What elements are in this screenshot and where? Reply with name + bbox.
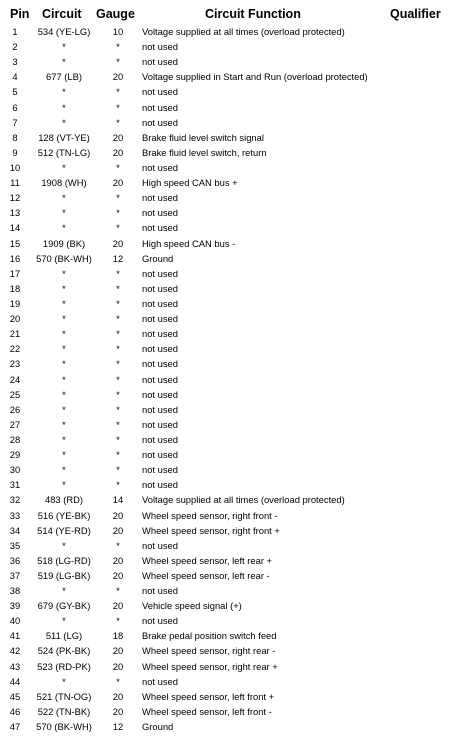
circuit-cell: *: [62, 222, 66, 234]
circuit-cell: *: [62, 343, 66, 355]
pin-cell: 43: [9, 660, 21, 672]
gauge-cell: *: [116, 222, 120, 234]
circuit-function-cell: not used: [142, 615, 178, 627]
gauge-cell: *: [116, 297, 120, 309]
pin-cell: 35: [9, 539, 21, 551]
circuit-function-cell: Wheel speed sensor, left front +: [142, 690, 275, 702]
gauge-cell: 20: [112, 237, 124, 249]
circuit-cell: *: [62, 41, 66, 53]
table-row: [0, 372, 453, 387]
table-row: [0, 326, 453, 341]
pin-cell: 3: [12, 56, 18, 68]
circuit-cell: *: [62, 358, 66, 370]
circuit-cell: *: [62, 86, 66, 98]
circuit-function-cell: not used: [142, 267, 178, 279]
pin-cell: 24: [9, 373, 21, 385]
circuit-cell: *: [62, 267, 66, 279]
circuit-function-cell: Brake pedal position switch feed: [142, 630, 277, 642]
pin-cell: 18: [9, 282, 21, 294]
table-row: [0, 583, 453, 598]
circuit-function-cell: not used: [142, 403, 178, 415]
gauge-cell: *: [116, 464, 120, 476]
circuit-function-cell: Wheel speed sensor, right rear -: [142, 645, 276, 657]
table-row: [0, 296, 453, 311]
pin-cell: 21: [9, 328, 21, 340]
circuit-cell: 483 (RD): [44, 494, 84, 506]
header-circuit-function: Circuit Function: [205, 7, 301, 21]
gauge-cell: 12: [112, 252, 124, 264]
table-row: [0, 160, 453, 175]
table-row: [0, 387, 453, 402]
table-row: [0, 704, 453, 719]
circuit-cell: 1909 (BK): [42, 237, 86, 249]
circuit-cell: *: [62, 418, 66, 430]
gauge-cell: *: [116, 267, 120, 279]
header-pin: Pin: [10, 7, 30, 21]
circuit-cell: 511 (LG): [45, 630, 83, 642]
pin-cell: 5: [12, 86, 18, 98]
circuit-function-cell: not used: [142, 116, 178, 128]
circuit-cell: *: [62, 479, 66, 491]
pin-cell: 4: [12, 71, 18, 83]
circuit-function-cell: not used: [142, 464, 178, 476]
gauge-cell: 20: [112, 524, 124, 536]
pin-cell: 36: [9, 554, 21, 566]
table-row: [0, 659, 453, 674]
gauge-cell: *: [116, 373, 120, 385]
gauge-cell: *: [116, 41, 120, 53]
pin-cell: 11: [10, 177, 20, 189]
table-row: [0, 220, 453, 235]
circuit-function-cell: not used: [142, 297, 178, 309]
pin-cell: 46: [9, 705, 21, 717]
circuit-cell: 570 (BK-WH): [36, 721, 92, 733]
gauge-cell: *: [116, 207, 120, 219]
gauge-cell: *: [116, 449, 120, 461]
gauge-cell: 10: [112, 26, 124, 37]
pin-cell: 6: [12, 101, 18, 113]
gauge-cell: 14: [112, 494, 124, 506]
circuit-function-cell: High speed CAN bus +: [142, 177, 238, 189]
circuit-cell: 522 (TN-BK): [37, 705, 91, 717]
gauge-cell: *: [116, 313, 120, 325]
table-row: [0, 643, 453, 658]
pin-cell: 28: [9, 433, 21, 445]
table-row: [0, 39, 453, 54]
circuit-function-cell: Brake fluid level switch, return: [142, 146, 267, 158]
table-row: [0, 628, 453, 643]
circuit-function-cell: Wheel speed sensor, left front -: [142, 705, 272, 717]
gauge-cell: *: [116, 161, 120, 173]
pin-cell: 12: [9, 192, 21, 204]
circuit-cell: *: [62, 615, 66, 627]
circuit-function-cell: not used: [142, 358, 178, 370]
gauge-cell: *: [116, 328, 120, 340]
pin-cell: 39: [9, 600, 21, 612]
pin-cell: 17: [9, 267, 21, 279]
gauge-cell: *: [116, 388, 120, 400]
gauge-cell: 20: [112, 600, 124, 612]
table-row: [0, 311, 453, 326]
circuit-cell: *: [62, 297, 66, 309]
circuit-function-cell: not used: [142, 86, 178, 98]
circuit-function-cell: not used: [142, 373, 178, 385]
gauge-cell: *: [116, 539, 120, 551]
gauge-cell: 20: [112, 554, 124, 566]
table-row: [0, 145, 453, 160]
circuit-cell: *: [62, 449, 66, 461]
circuit-function-cell: not used: [142, 479, 178, 491]
pin-cell: 38: [9, 585, 21, 597]
table-row: [0, 115, 453, 130]
circuit-cell: *: [62, 207, 66, 219]
gauge-cell: 20: [112, 177, 124, 189]
circuit-cell: *: [62, 585, 66, 597]
table-row: [0, 674, 453, 689]
table-row: [0, 477, 453, 492]
circuit-function-cell: Ground: [142, 721, 174, 733]
pin-cell: 37: [9, 569, 21, 581]
circuit-cell: *: [62, 116, 66, 128]
gauge-cell: *: [116, 358, 120, 370]
circuit-cell: *: [62, 403, 66, 415]
table-row: [0, 508, 453, 523]
table-row: [0, 689, 453, 704]
pin-cell: 41: [9, 630, 21, 642]
pin-cell: 32: [9, 494, 21, 506]
table-row: [0, 236, 453, 251]
circuit-function-cell: Wheel speed sensor, left rear -: [142, 569, 270, 581]
circuit-cell: 521 (TN-OG): [36, 690, 92, 702]
table-row: [0, 719, 453, 734]
circuit-function-cell: not used: [142, 56, 178, 68]
circuit-cell: 512 (TN-LG): [37, 146, 91, 158]
table-row: [0, 175, 453, 190]
table-row: [0, 69, 453, 84]
table-row: [0, 24, 453, 39]
circuit-function-cell: Vehicle speed signal (+): [142, 600, 242, 612]
header-qualifier: Qualifier: [390, 7, 441, 21]
circuit-cell: *: [62, 161, 66, 173]
circuit-cell: 679 (GY-BK): [37, 600, 91, 612]
pin-cell: 27: [9, 418, 21, 430]
circuit-cell: 128 (VT-YE): [38, 131, 90, 143]
gauge-cell: 20: [112, 71, 124, 83]
gauge-cell: 20: [112, 146, 124, 158]
circuit-cell: 677 (LB): [46, 71, 82, 83]
table-row: [0, 356, 453, 371]
gauge-cell: *: [116, 418, 120, 430]
circuit-function-cell: not used: [142, 161, 178, 173]
circuit-function-cell: Voltage supplied in Start and Run (overload protected): [142, 71, 368, 83]
circuit-function-cell: Wheel speed sensor, right front +: [142, 524, 280, 536]
table-row: [0, 84, 453, 99]
table-row: [0, 538, 453, 553]
gauge-cell: *: [116, 675, 120, 687]
circuit-function-cell: not used: [142, 418, 178, 430]
header-gauge: Gauge: [96, 7, 135, 21]
table-row: [0, 281, 453, 296]
circuit-function-cell: not used: [142, 433, 178, 445]
circuit-cell: 516 (YE-BK): [37, 509, 91, 521]
pin-cell: 16: [9, 252, 21, 264]
circuit-cell: *: [62, 388, 66, 400]
pin-cell: 44: [9, 675, 21, 687]
pin-cell: 19: [9, 297, 21, 309]
table-row: [0, 432, 453, 447]
circuit-function-cell: Wheel speed sensor, right rear +: [142, 660, 278, 672]
circuit-function-cell: not used: [142, 313, 178, 325]
table-row: [0, 523, 453, 538]
pin-cell: 10: [9, 161, 21, 173]
pin-cell: 30: [9, 464, 21, 476]
circuit-cell: *: [62, 282, 66, 294]
circuit-function-cell: Brake fluid level switch signal: [142, 131, 264, 143]
table-row: [0, 613, 453, 628]
gauge-cell: *: [116, 615, 120, 627]
gauge-cell: 20: [112, 131, 124, 143]
circuit-cell: 1908 (WH): [41, 177, 87, 189]
pin-cell: 29: [9, 449, 21, 461]
gauge-cell: 20: [112, 569, 124, 581]
pin-cell: 9: [12, 146, 18, 158]
circuit-function-cell: not used: [142, 449, 178, 461]
circuit-function-cell: not used: [142, 388, 178, 400]
table-row: [0, 402, 453, 417]
pin-cell: 14: [9, 222, 21, 234]
circuit-cell: 518 (LG-RD): [37, 554, 91, 566]
circuit-function-cell: not used: [142, 207, 178, 219]
pin-cell: 23: [9, 358, 21, 370]
pin-cell: 8: [12, 131, 18, 143]
table-row: [0, 568, 453, 583]
circuit-cell: 514 (YE-RD): [37, 524, 91, 536]
gauge-cell: *: [116, 101, 120, 113]
header-circuit: Circuit: [42, 7, 82, 21]
circuit-cell: *: [62, 328, 66, 340]
circuit-cell: *: [62, 192, 66, 204]
circuit-function-cell: not used: [142, 222, 178, 234]
table-row: [0, 100, 453, 115]
gauge-cell: *: [116, 116, 120, 128]
pin-cell: 1: [12, 26, 18, 37]
table-row: [0, 417, 453, 432]
circuit-cell: 524 (PK-BK): [37, 645, 91, 657]
circuit-function-cell: Ground: [142, 252, 174, 264]
circuit-cell: *: [62, 539, 66, 551]
table-row: [0, 492, 453, 507]
pin-cell: 45: [9, 690, 21, 702]
pin-cell: 15: [9, 237, 21, 249]
circuit-cell: *: [62, 101, 66, 113]
gauge-cell: *: [116, 403, 120, 415]
circuit-function-cell: not used: [142, 101, 178, 113]
pin-cell: 22: [9, 343, 21, 355]
circuit-function-cell: Wheel speed sensor, left rear +: [142, 554, 273, 566]
pin-cell: 40: [9, 615, 21, 627]
gauge-cell: *: [116, 479, 120, 491]
pin-cell: 2: [12, 41, 18, 53]
table-row: [0, 598, 453, 613]
circuit-cell: 523 (RD-PK): [37, 660, 91, 672]
circuit-function-cell: not used: [142, 328, 178, 340]
gauge-cell: *: [116, 192, 120, 204]
gauge-cell: 20: [112, 705, 124, 717]
circuit-cell: *: [62, 373, 66, 385]
gauge-cell: 20: [112, 690, 124, 702]
table-row: [0, 341, 453, 356]
pin-cell: 25: [9, 388, 21, 400]
table-row: [0, 553, 453, 568]
circuit-function-cell: High speed CAN bus -: [142, 237, 236, 249]
table-row: [0, 205, 453, 220]
circuit-function-cell: not used: [142, 675, 178, 687]
table-row: [0, 54, 453, 69]
pin-cell: 20: [9, 313, 21, 325]
table-header: [0, 0, 453, 24]
gauge-cell: 20: [112, 509, 124, 521]
circuit-cell: 534 (YE-LG): [37, 26, 91, 37]
circuit-cell: *: [62, 464, 66, 476]
gauge-cell: 18: [112, 630, 124, 642]
table-row: [0, 251, 453, 266]
table-row: [0, 266, 453, 281]
gauge-cell: *: [116, 433, 120, 445]
circuit-function-cell: not used: [142, 282, 178, 294]
circuit-function-cell: Voltage supplied at all times (overload protected): [142, 494, 345, 506]
circuit-function-cell: Voltage supplied at all times (overload protected): [142, 26, 345, 37]
circuit-function-cell: not used: [142, 585, 178, 597]
pin-cell: 31: [9, 479, 21, 491]
gauge-cell: *: [116, 585, 120, 597]
gauge-cell: *: [116, 343, 120, 355]
circuit-cell: *: [62, 56, 66, 68]
table-row: [0, 130, 453, 145]
gauge-cell: *: [116, 86, 120, 98]
pin-cell: 7: [12, 116, 18, 128]
circuit-function-cell: Wheel speed sensor, right front -: [142, 509, 278, 521]
circuit-cell: 570 (BK-WH): [36, 252, 92, 264]
circuit-cell: 519 (LG-BK): [37, 569, 91, 581]
table-row: [0, 447, 453, 462]
pin-cell: 34: [9, 524, 21, 536]
pin-cell: 26: [9, 403, 21, 415]
circuit-function-cell: not used: [142, 343, 178, 355]
circuit-cell: *: [62, 313, 66, 325]
circuit-cell: *: [62, 675, 66, 687]
pin-cell: 47: [9, 721, 21, 733]
table-row: [0, 190, 453, 205]
circuit-function-cell: not used: [142, 41, 178, 53]
gauge-cell: 20: [112, 645, 124, 657]
gauge-cell: *: [116, 282, 120, 294]
circuit-function-cell: not used: [142, 192, 178, 204]
pin-cell: 33: [9, 509, 21, 521]
pin-cell: 42: [9, 645, 21, 657]
gauge-cell: 12: [112, 721, 124, 733]
gauge-cell: *: [116, 56, 120, 68]
table-row: [0, 462, 453, 477]
circuit-cell: *: [62, 433, 66, 445]
circuit-function-cell: not used: [142, 539, 178, 551]
gauge-cell: 20: [112, 660, 124, 672]
pinout-table-body: [0, 24, 453, 734]
pin-cell: 13: [9, 207, 21, 219]
